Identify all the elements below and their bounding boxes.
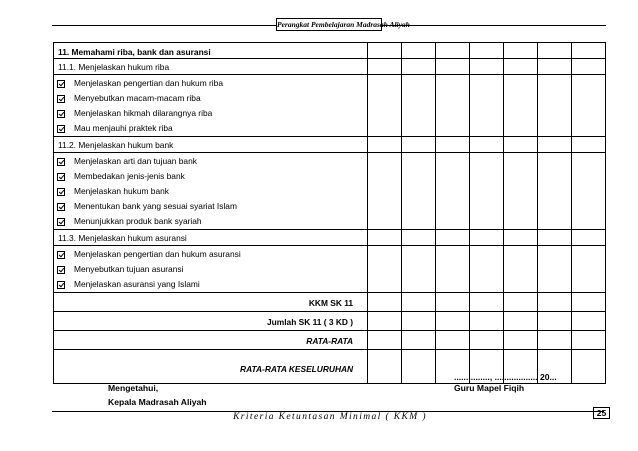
list-item: Menyebutkan tujuan asuransi bbox=[57, 262, 367, 277]
checkbox-icon bbox=[57, 251, 65, 259]
checkbox-icon bbox=[57, 281, 65, 289]
checkbox-icon bbox=[57, 188, 65, 196]
header-rule-left bbox=[52, 25, 276, 26]
signature-mengetahui: Mengetahui, bbox=[108, 383, 159, 393]
kkm-label: KKM SK 11 bbox=[308, 298, 354, 308]
checkbox-icon bbox=[57, 203, 65, 211]
list-item: Membedakan jenis-jenis bank bbox=[57, 169, 367, 184]
date-line: ..............., .................. 20... bbox=[454, 372, 557, 382]
indicator-row bbox=[54, 246, 606, 293]
list-item: Menjelaskan hukum bank bbox=[57, 184, 367, 199]
kkm-row bbox=[54, 293, 606, 312]
list-item: Menyebutkan macam-macam riba bbox=[57, 91, 367, 106]
checkbox-icon bbox=[57, 173, 65, 181]
checkbox-icon bbox=[57, 266, 65, 274]
header-title: Perangkat Pembelajaran Madrasah Aliyah bbox=[277, 20, 410, 29]
group-heading: 11.3. Menjelaskan hukum asuransi bbox=[58, 233, 187, 243]
rata-rata-row bbox=[54, 331, 606, 350]
list-item: Menjelaskan pengertian dan hukum riba bbox=[57, 76, 367, 91]
rata-rata-label: RATA-RATA bbox=[306, 336, 354, 346]
jumlah-label: Jumlah SK 11 ( 3 KD ) bbox=[266, 317, 354, 327]
list-item: Menentukan bank yang sesuai syariat Islam bbox=[57, 199, 367, 214]
group-heading-row bbox=[54, 230, 606, 246]
header-rule-right bbox=[382, 25, 606, 26]
checkbox-icon bbox=[57, 80, 65, 88]
list-item: Mau menjauhi praktek riba bbox=[57, 121, 367, 136]
group-heading-row bbox=[54, 137, 606, 153]
checkbox-icon bbox=[57, 95, 65, 103]
footer-title: Kriteria Ketuntasan Minimal ( KKM ) bbox=[233, 412, 427, 422]
list-item: Menjelaskan asuransi yang Islami bbox=[57, 277, 367, 292]
list-item: Menjelaskan hikmah dilarangnya riba bbox=[57, 106, 367, 121]
list-item: Menjelaskan pengertian dan hukum asuransi bbox=[57, 247, 367, 262]
checkbox-icon bbox=[57, 110, 65, 118]
signature-headmaster: Kepala Madrasah Aliyah bbox=[108, 397, 207, 407]
group-heading: 11.2. Menjelaskan hukum bank bbox=[58, 140, 174, 150]
list-item: Menjelaskan arti dan tujuan bank bbox=[57, 154, 367, 169]
list-item: Menunjukkan produk bank syariah bbox=[57, 214, 367, 229]
checkbox-icon bbox=[57, 218, 65, 226]
section-title: 11. Memahami riba, bank dan asuransi bbox=[58, 47, 211, 57]
rata-keseluruhan-label: RATA-RATA KESELURUHAN bbox=[240, 364, 354, 374]
indicator-row bbox=[54, 153, 606, 230]
signature-teacher: Guru Mapel Fiqih bbox=[454, 383, 525, 393]
section-title-row bbox=[54, 43, 606, 59]
checkbox-icon bbox=[57, 125, 65, 133]
page-number: 25 bbox=[593, 407, 610, 419]
group-heading: 11.1. Menjelaskan hukum riba bbox=[58, 62, 170, 72]
indicator-row bbox=[54, 75, 606, 137]
kkm-table bbox=[53, 42, 606, 384]
checkbox-icon bbox=[57, 158, 65, 166]
group-heading-row bbox=[54, 59, 606, 75]
jumlah-row bbox=[54, 312, 606, 331]
